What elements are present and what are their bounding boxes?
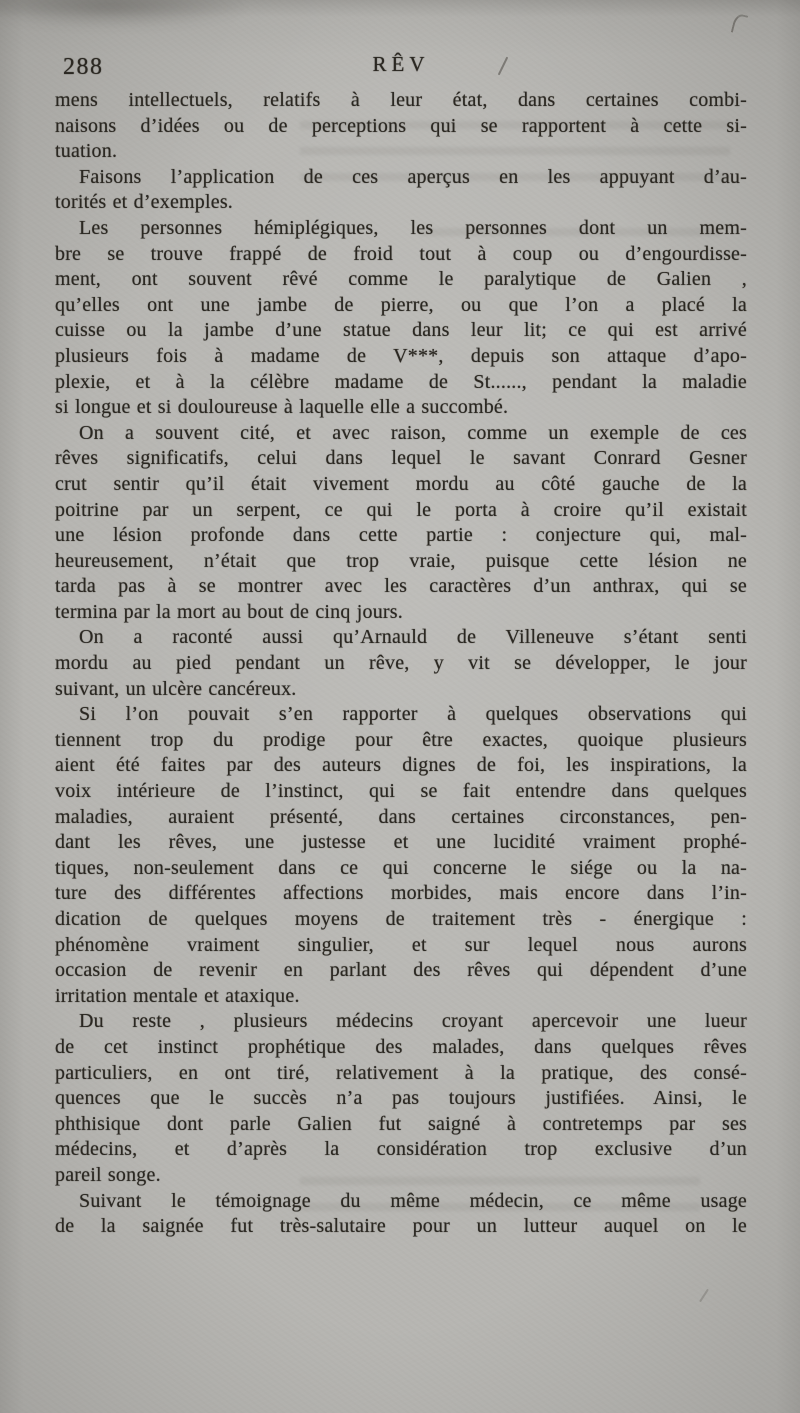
text-line: bre se trouve frappé de froid tout à coup ou d’engourdisse- (55, 242, 747, 265)
text-line: tuation. (55, 140, 118, 163)
text-line: ment, ont souvent rêvé comme le paralytique de Galien , (55, 268, 747, 291)
text-line: irritation mentale et ataxique. (55, 984, 300, 1007)
text-line: qu’elles ont une jambe de pierre, ou que l’on a placé la (55, 293, 747, 316)
text-line: dant les rêves, une justesse et une lucidité vraiment prophé- (55, 831, 747, 854)
text-line: mordu au pied pendant un rêve, y vit se développer, le jour (55, 652, 747, 675)
text-line: Suivant le témoignage du même médecin, ce même usage (79, 1189, 747, 1212)
text-line: termina par la mort au bout de cinq jours. (55, 600, 403, 623)
text-line: occasion de revenir en parlant des rêves qui dépendent d’une (55, 959, 747, 982)
text-line: phénomène vraiment singulier, et sur lequel nous aurons (55, 933, 747, 956)
text-line: mens intellectuels, relatifs à leur état, dans certaines combi- (55, 89, 747, 111)
text-line: tiques, non-seulement dans ce qui concerne le siége ou la na- (55, 856, 747, 879)
text-line: tarda pas à se montrer avec les caractères d’un anthrax, qui se (55, 575, 747, 598)
text-line: rêves significatifs, celui dans lequel le savant Conrard Gesner (55, 447, 747, 470)
text-line: pareil songe. (55, 1163, 161, 1186)
text-line: médecins, et d’après la considération trop exclusive d’un (55, 1138, 747, 1161)
text-line: crut sentir qu’il était vivement mordu au côté gauche de la (55, 472, 747, 495)
text-line: phthisique dont parle Galien fut saigné à contretemps par ses (55, 1112, 747, 1135)
text-line: On a souvent cité, et avec raison, comme un exemple de ces (79, 421, 747, 444)
text-line: naisons d’idées ou de perceptions qui se rapportent à cette si- (55, 114, 747, 137)
text-line: Les personnes hémiplégiques, les personnes dont un mem- (79, 216, 747, 239)
text-line: cuisse ou la jambe d’une statue dans leur lit; ce qui est arrivé (55, 319, 747, 342)
scan-artifact (699, 1289, 709, 1303)
text-line: Si l’on pouvait s’en rapporter à quelques observations qui (79, 703, 747, 726)
text-line: torités et d’exemples. (55, 191, 234, 214)
text-line: maladies, auraient présenté, dans certaines circonstances, pen- (55, 805, 747, 828)
running-head: RÊV (372, 52, 430, 76)
text-line: une lésion profonde dans cette partie : conjecture qui, mal- (55, 524, 747, 547)
text-line: On a raconté aussi qu’Arnauld de Villeneuve s’étant senti (79, 626, 747, 649)
text-line: Du reste , plusieurs médecins croyant apercevoir une lueur (79, 1010, 747, 1033)
page-header (55, 50, 747, 86)
text-line: ture des différentes affections morbides, mais encore dans l’in- (55, 882, 747, 905)
page-number: 288 (63, 54, 104, 80)
text-line: Faisons l’application de ces aperçus en les appuyant d’au- (79, 165, 747, 188)
text-line: plexie, et à la célèbre madame de St......, pendant la maladie (55, 370, 747, 393)
text-line: de cet instinct prophétique des malades, dans quelques rêves (55, 1035, 747, 1058)
text-line: de la saignée fut très-salutaire pour un lutteur auquel on le (55, 1215, 747, 1238)
text-line: si longue et si douloureuse à laquelle elle a succombé. (55, 396, 509, 419)
text-line: dication de quelques moyens de traitement très - énergique : (55, 908, 747, 930)
text-line: particuliers, en ont tiré, relativement à la pratique, des consé- (55, 1061, 747, 1084)
text-line: plusieurs fois à madame de V***, depuis son attaque d’apo- (55, 344, 747, 367)
text-line: voix intérieure de l’instinct, qui se fait entendre dans quelques (55, 780, 747, 803)
text-line: quences que le succès n’a pas toujours justifiées. Ainsi, le (55, 1087, 747, 1110)
text-line: suivant, un ulcère cancéreux. (55, 677, 297, 700)
text-line: poitrine par un serpent, ce qui le porta à croire qu’il existait (55, 498, 747, 521)
scan-artifact (731, 13, 748, 36)
text-line: tiennent trop du prodige pour être exactes, quoique plusieurs (55, 728, 747, 751)
text-line: aient été faites par des auteurs dignes de foi, les inspirations, la (55, 754, 747, 777)
text-line: heureusement, n’était que trop vraie, puisque cette lésion ne (55, 549, 747, 572)
text-block (55, 88, 747, 1240)
